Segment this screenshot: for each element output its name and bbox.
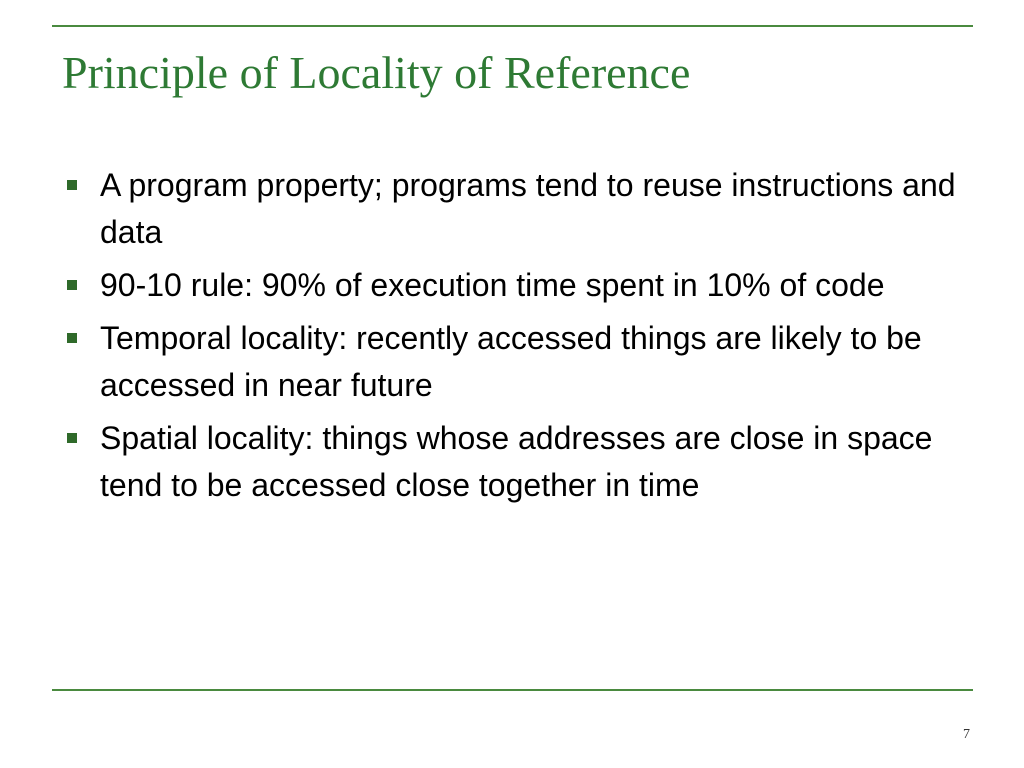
bullet-text: Spatial locality: things whose addresses are close in space tend to be accessed close together in time [100, 420, 933, 503]
bullet-item [62, 262, 962, 309]
page-number: 7 [963, 727, 970, 742]
square-bullet-icon [67, 280, 77, 290]
bullet-text: 90-10 rule: 90% of execution time spent in 10% of code [100, 267, 885, 303]
top-divider [52, 25, 973, 27]
bullet-item [62, 315, 962, 409]
square-bullet-icon [67, 433, 77, 443]
bottom-divider [52, 689, 973, 691]
bullet-list [62, 162, 962, 515]
square-bullet-icon [67, 333, 77, 343]
bullet-item [62, 162, 962, 256]
square-bullet-icon [67, 180, 77, 190]
slide-title: Principle of Locality of Reference [62, 47, 691, 98]
bullet-text: A program property; programs tend to reuse instructions and data [100, 167, 956, 250]
bullet-item [62, 415, 962, 509]
bullet-text: Temporal locality: recently accessed things are likely to be accessed in near future [100, 320, 922, 403]
